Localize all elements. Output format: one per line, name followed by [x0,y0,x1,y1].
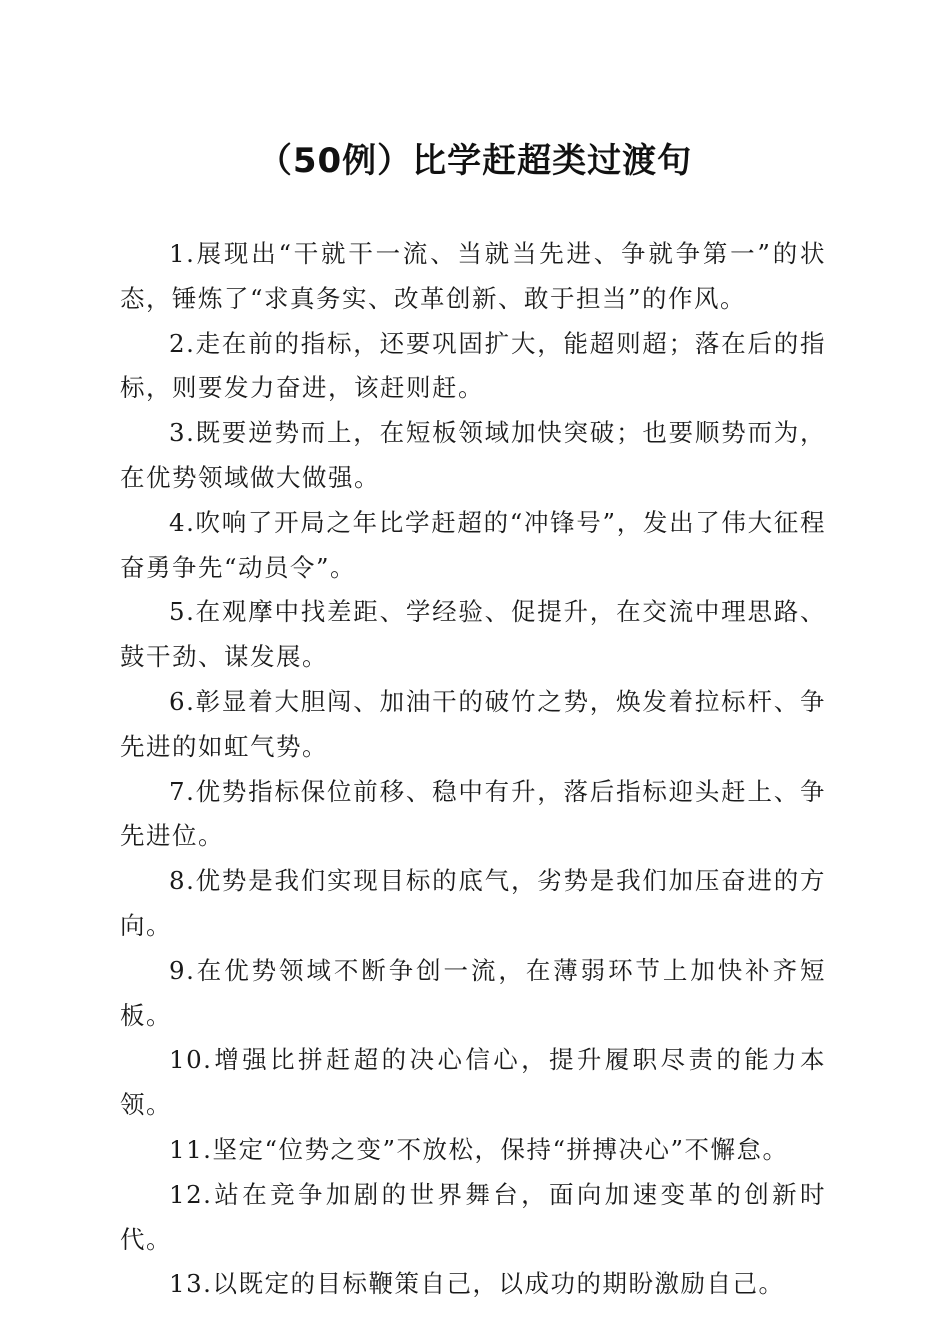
paragraph-6: 6.彰显着大胆闯、加油干的破竹之势，焕发着拉标杆、争先进的如虹气势。 [120,686,826,761]
paragraph-3: 3.既要逆势而上，在短板领域加快突破；也要顺势而为，在优势领域做大做强。 [120,418,826,492]
paragraph-2: 2.走在前的指标，还要巩固扩大，能超则超；落在后的指标，则要发力奋进，该赶则赶。 [120,328,826,403]
document-title: （50例）比学赶超类过渡句 [257,141,693,181]
paragraph-7: 7.优势指标保位前移、稳中有升，落后指标迎头赶上、争先进位。 [120,776,826,851]
paragraph-12: 12.站在竞争加剧的世界舞台，面向加速变革的创新时代。 [120,1179,826,1254]
document-body [120,232,826,1307]
paragraph-8: 8.优势是我们实现目标的底气，劣势是我们加压奋进的方向。 [120,866,826,940]
paragraph-4: 4.吹响了开局之年比学赶超的“冲锋号”，发出了伟大征程奋勇争先“动员令”。 [120,507,826,582]
paragraph-11: 11.坚定“位势之变”不放松，保持“拼搏决心”不懈怠。 [169,1134,789,1164]
paragraph-1: 1.展现出“干就干一流、当就当先进、争就争第一”的状态，锤炼了“求真务实、改革创新、敢于担当”的作风。 [120,239,826,313]
paragraph-5: 5.在观摩中找差距、学经验、促提升，在交流中理思路、鼓干劲、谋发展。 [120,597,826,672]
paragraph-10: 10.增强比拼赶超的决心信心，提升履职尽责的能力本领。 [120,1045,826,1120]
paragraph-9: 9.在优势领域不断争创一流，在薄弱环节上加快补齐短板。 [120,955,826,1030]
paragraph-13: 13.以既定的目标鞭策自己，以成功的期盼激励自己。 [169,1269,785,1299]
